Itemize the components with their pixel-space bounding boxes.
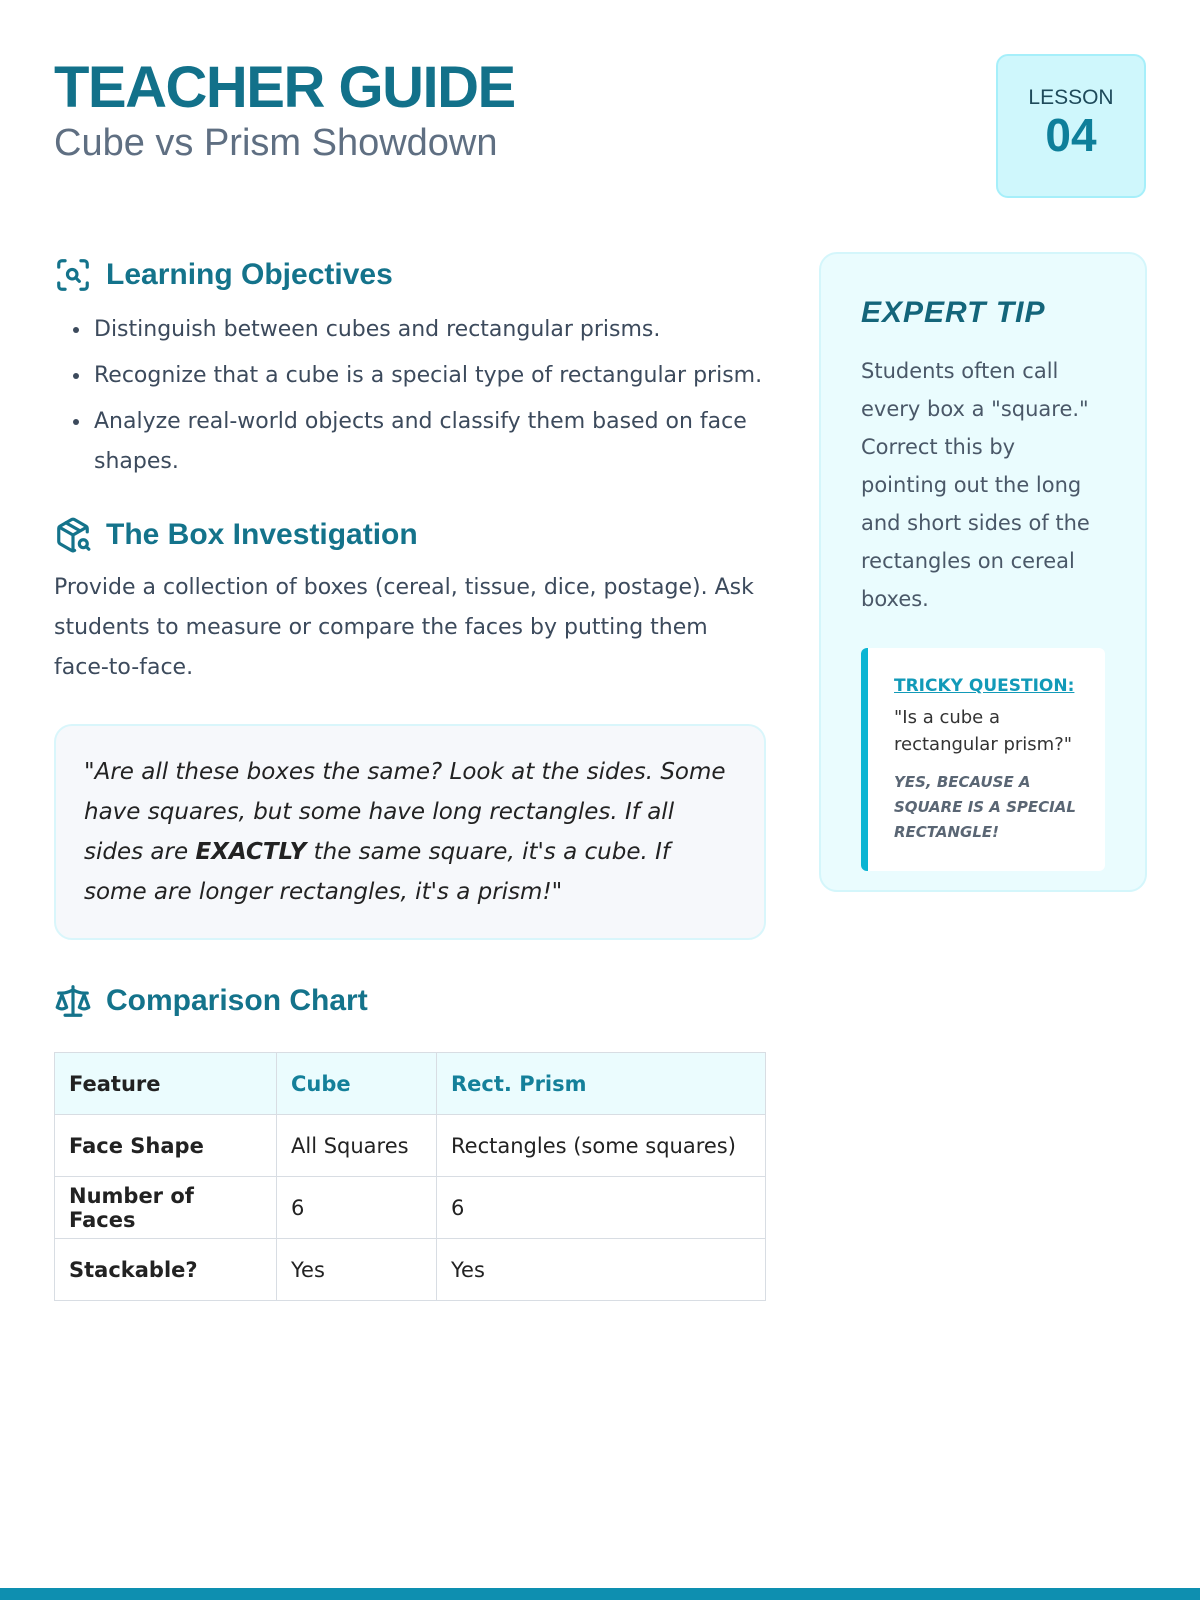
list-item: • Recognize that a cube is a special type of rectangular prism. [92, 356, 766, 396]
objectives-heading-text: Learning Objectives [106, 258, 393, 291]
column-header: Rect. Prism [437, 1053, 766, 1115]
main-column [54, 250, 766, 1301]
lesson-number: 04 [1045, 109, 1097, 161]
lesson-badge [996, 54, 1146, 198]
quote-emphasis: EXACTLY [195, 839, 307, 865]
column-header: Cube [277, 1053, 437, 1115]
comparison-heading [54, 976, 766, 1026]
tricky-question-box [861, 648, 1105, 871]
list-item: • Distinguish between cubes and rectangular prisms. [92, 310, 766, 350]
tricky-question-answer: YES, BECAUSE A SQUARE IS A SPECIAL RECTANGLE! [894, 773, 1076, 841]
table-cell: Yes [437, 1239, 766, 1301]
objectives-heading [54, 250, 766, 300]
table-cell: Yes [277, 1239, 437, 1301]
investigation-heading [54, 510, 766, 560]
teacher-script-quote [54, 724, 766, 940]
comparison-table [54, 1052, 766, 1301]
quote-text: the same square, it's a cube. If some are longer rectangles, it's a prism!" [84, 839, 670, 905]
expert-tip-heading: EXPERT TIP [861, 296, 1046, 329]
scan-search-icon [54, 256, 92, 294]
page-subtitle: Cube vs Prism Showdown [54, 122, 498, 164]
comparison-heading-text: Comparison Chart [106, 984, 368, 1017]
package-search-icon [54, 516, 92, 554]
table-cell: 6 [437, 1177, 766, 1239]
quote-text: "Are all these boxes the same? Look at the sides. Some have squares, but some have long rectangles. If all sides are [84, 759, 726, 865]
expert-tip-card [819, 252, 1147, 892]
expert-tip-body: Students often call every box a "square." Correct this by pointing out the long and short sides of the rectangles on cereal boxes. [861, 359, 1090, 611]
table-cell: Number of Faces [55, 1177, 277, 1239]
investigation-body: Provide a collection of boxes (cereal, tissue, dice, postage). Ask students to measure or compare the faces by putting them face-to-face. [54, 575, 754, 680]
tricky-question-label: TRICKY QUESTION: [894, 676, 1075, 696]
lesson-label: LESSON [1028, 86, 1114, 109]
page-title: TEACHER GUIDE [54, 55, 515, 120]
table-row [55, 1177, 766, 1239]
table-cell: Face Shape [55, 1115, 277, 1177]
footer-bar [0, 1588, 1200, 1600]
table-row [55, 1115, 766, 1177]
list-item: • Analyze real-world objects and classify them based on face shapes. [92, 402, 766, 482]
table-cell: Rectangles (some squares) [437, 1115, 766, 1177]
scale-icon [54, 982, 92, 1020]
table-cell: Stackable? [55, 1239, 277, 1301]
tricky-question-text: "Is a cube a rectangular prism?" [894, 707, 1073, 755]
objectives-list [92, 310, 766, 482]
table-cell: 6 [277, 1177, 437, 1239]
investigation-heading-text: The Box Investigation [106, 518, 418, 551]
table-row [55, 1239, 766, 1301]
table-header-row [55, 1053, 766, 1115]
column-header: Feature [55, 1053, 277, 1115]
table-cell: All Squares [277, 1115, 437, 1177]
